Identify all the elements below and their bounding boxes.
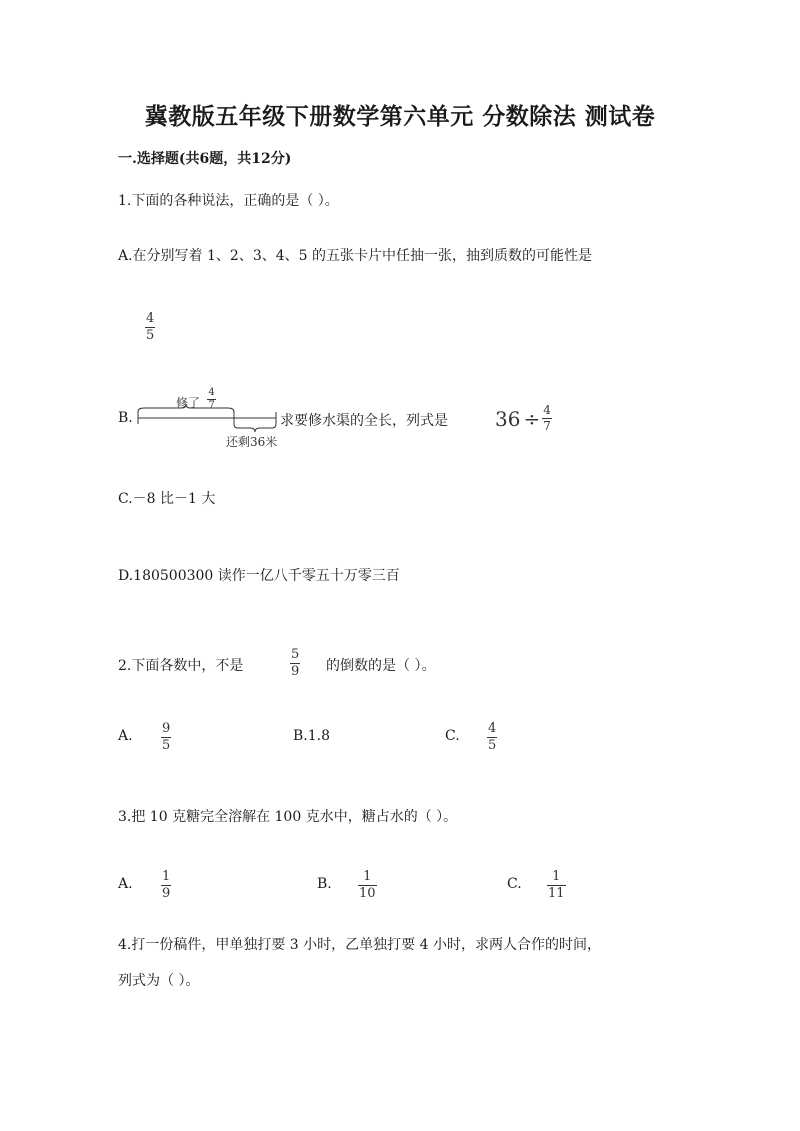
fraction-numerator: 4 xyxy=(146,311,155,326)
fraction-numerator: 5 xyxy=(291,647,300,662)
question-2-option-b: B.1.8 xyxy=(293,728,331,744)
section-heading: 一.选择题(共6题，共12分) xyxy=(118,151,292,167)
fraction-numerator: 1 xyxy=(162,869,171,884)
expression-integer: 36 xyxy=(495,406,521,431)
question-2-option-c-fraction xyxy=(487,722,497,753)
page-title: 冀教版五年级下册数学第六单元 分数除法 测试卷 xyxy=(144,103,656,130)
question-2-stem-post: 的倒数的是（ ）。 xyxy=(326,658,436,674)
question-3-option-a-label: A. xyxy=(118,876,133,892)
question-1-option-b-text: 求要修水渠的全长，列式是 xyxy=(280,413,448,429)
fraction-numerator: 4 xyxy=(543,403,551,417)
diagram-bottom-label: 还剩36米 xyxy=(226,435,278,449)
expression-fraction xyxy=(542,404,552,433)
division-sign: ÷ xyxy=(523,406,541,431)
question-3-option-a-fraction xyxy=(161,870,171,901)
fraction-numerator: 4 xyxy=(208,387,215,398)
fraction-denominator: 5 xyxy=(146,328,155,343)
fraction-denominator: 7 xyxy=(208,400,215,411)
option-b-expression xyxy=(495,404,552,433)
fraction-denominator: 11 xyxy=(548,886,565,901)
question-1-option-a: A.在分别写着 1、2、3、4、5 的五张卡片中任抽一张，抽到质数的可能性是 xyxy=(118,248,592,264)
question-3-option-b-fraction xyxy=(358,870,377,901)
question-4-line-1: 4.打一份稿件，甲单独打要 3 小时，乙单独打要 4 小时，求两人合作的时间， xyxy=(118,937,601,953)
question-3-stem: 3.把 10 克糖完全溶解在 100 克水中，糖占水的（ ）。 xyxy=(118,809,458,825)
fraction-denominator: 7 xyxy=(543,419,551,433)
question-2-stem-pre: 2.下面各数中，不是 xyxy=(118,658,244,674)
question-4-line-2: 列式为（ ）。 xyxy=(118,973,200,989)
option-a-fraction xyxy=(145,312,155,343)
question-3-option-c-fraction xyxy=(547,870,566,901)
diagram-fraction xyxy=(207,388,216,411)
question-1-option-c: C.－8 比－1 大 xyxy=(118,491,216,507)
question-2-stem-fraction xyxy=(290,648,300,679)
question-3-option-c-label: C. xyxy=(507,876,522,892)
fraction-denominator: 9 xyxy=(291,664,300,679)
fraction-denominator: 10 xyxy=(359,886,376,901)
question-1-stem: 1.下面的各种说法，正确的是（ ）。 xyxy=(118,193,339,209)
fraction-numerator: 1 xyxy=(363,869,372,884)
question-1-option-d: D.180500300 读作一亿八千零五十万零三百 xyxy=(118,568,400,584)
fraction-denominator: 5 xyxy=(162,738,171,753)
fraction-denominator: 5 xyxy=(488,738,497,753)
fraction-numerator: 9 xyxy=(162,721,171,736)
bottom-brace xyxy=(234,424,276,432)
question-1-option-b-label: B. xyxy=(118,410,133,426)
diagram-top-label: 修了 xyxy=(176,396,201,410)
question-2-option-a-label: A. xyxy=(118,728,133,744)
question-2-option-c-label: C. xyxy=(445,728,460,744)
fraction-numerator: 4 xyxy=(488,721,497,736)
fraction-numerator: 1 xyxy=(552,869,561,884)
fraction-denominator: 9 xyxy=(162,886,171,901)
question-2-option-a-fraction xyxy=(161,722,171,753)
question-3-option-b-label: B. xyxy=(317,876,332,892)
